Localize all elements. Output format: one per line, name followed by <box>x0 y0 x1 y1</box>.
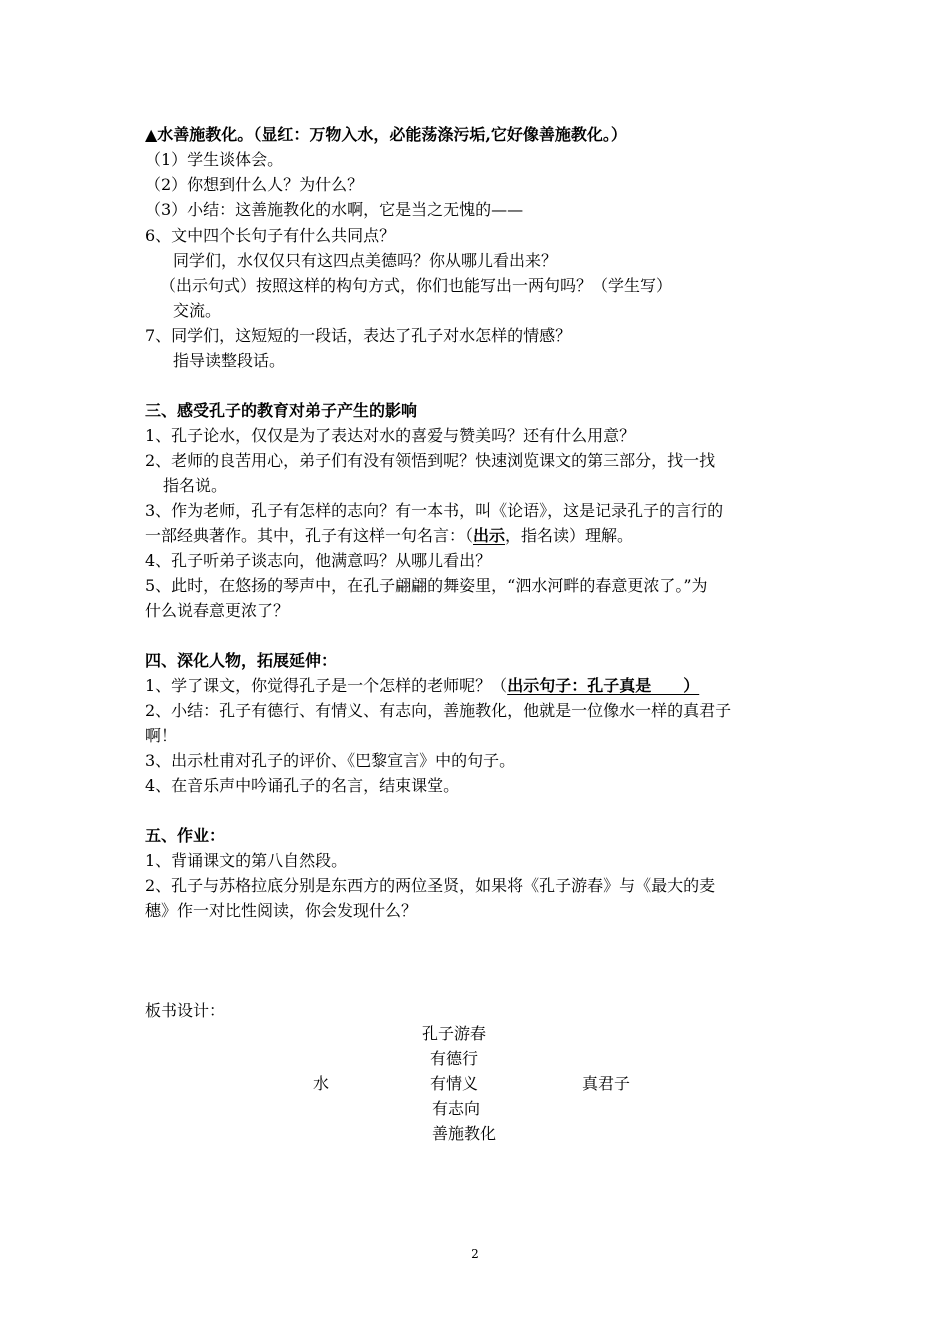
list-item: 7、同学们，这短短的一段话，表达了孔子对水怎样的情感？ <box>145 326 572 345</box>
list-item <box>145 525 633 547</box>
list-item: 5、此时，在悠扬的琴声中，在孔子翩翩的舞姿里，“泗水河畔的春意更浓了。”为 <box>145 576 708 595</box>
list-item: （3）小结：这善施教化的水啊，它是当之无愧的—— <box>145 200 524 219</box>
list-item: 交流。 <box>173 301 222 320</box>
section-heading-4: 四、深化人物，拓展延伸： <box>145 651 338 670</box>
board-item: 善施教化 <box>432 1124 497 1143</box>
list-item: 4、在音乐声中吟诵孔子的名言，结束课堂。 <box>145 776 460 795</box>
list-item: 穗》作一对比性阅读，你会发现什么？ <box>145 901 418 920</box>
board-design-label: 板书设计： <box>145 1001 226 1020</box>
list-item: 1、背诵课文的第八自然段。 <box>145 851 348 870</box>
board-right-gentleman: 真君子 <box>582 1074 631 1093</box>
list-item: 6、文中四个长句子有什么共同点？ <box>145 226 396 245</box>
highlight-note: （显红：万物入水，必能荡涤污垢,它好像善施教化。） <box>253 125 627 144</box>
board-left-water: 水 <box>313 1074 330 1093</box>
section-heading-5: 五、作业： <box>145 826 226 845</box>
list-item: 2、小结：孔子有德行、有情义、有志向，善施教化，他就是一位像水一样的真君子 <box>145 701 732 720</box>
list-item: 指名说。 <box>163 476 228 495</box>
list-item: 3、出示杜甫对孔子的评价、《巴黎宣言》中的句子。 <box>145 751 516 770</box>
list-item <box>145 675 699 697</box>
text-segment: 1、学了课文，你觉得孔子是一个怎样的老师呢？（ <box>145 676 508 695</box>
list-item: 4、孔子听弟子谈志向，他满意吗？从哪儿看出？ <box>145 551 492 570</box>
list-item: 同学们，水仅仅只有这四点美德吗？你从哪儿看出来？ <box>173 251 558 270</box>
board-item: 有德行 <box>430 1049 479 1068</box>
board-item: 有志向 <box>432 1099 481 1118</box>
heading-water-teaching: ▲水善施教化。 <box>145 125 254 144</box>
line-water-teaching <box>145 124 627 146</box>
section-heading-3: 三、感受孔子的教育对弟子产生的影响 <box>145 401 418 420</box>
list-item: （出示句式）按照这样的构句方式，你们也能写出一两句吗？（学生写） <box>160 276 673 295</box>
list-item: 什么说春意更浓了？ <box>145 601 290 620</box>
board-item: 有情义 <box>430 1074 479 1093</box>
text-segment: 一部经典著作。其中，孔子有这样一句名言：（ <box>145 526 474 545</box>
list-item: 啊！ <box>145 726 178 745</box>
list-item: （2）你想到什么人？为什么？ <box>145 175 364 194</box>
list-item: （1）学生谈体会。 <box>145 150 284 169</box>
list-item: 2、孔子与苏格拉底分别是东西方的两位圣贤，如果将《孔子游春》与《最大的麦 <box>145 876 716 895</box>
underlined-show: 出示 <box>473 526 506 545</box>
underlined-sentence-prompt: 出示句子：孔子真是 ） <box>507 676 700 695</box>
board-title: 孔子游春 <box>422 1024 487 1043</box>
text-segment: ，指名读）理解。 <box>505 526 634 545</box>
list-item: 1、孔子论水，仅仅是为了表达对水的喜爱与赞美吗？还有什么用意？ <box>145 426 636 445</box>
page-number: 2 <box>471 1247 479 1261</box>
list-item: 指导读整段话。 <box>173 351 286 370</box>
list-item: 3、作为老师，孔子有怎样的志向？有一本书，叫《论语》，这是记录孔子的言行的 <box>145 501 724 520</box>
list-item: 2、老师的良苦用心，弟子们有没有领悟到呢？快速浏览课文的第三部分，找一找 <box>145 451 716 470</box>
